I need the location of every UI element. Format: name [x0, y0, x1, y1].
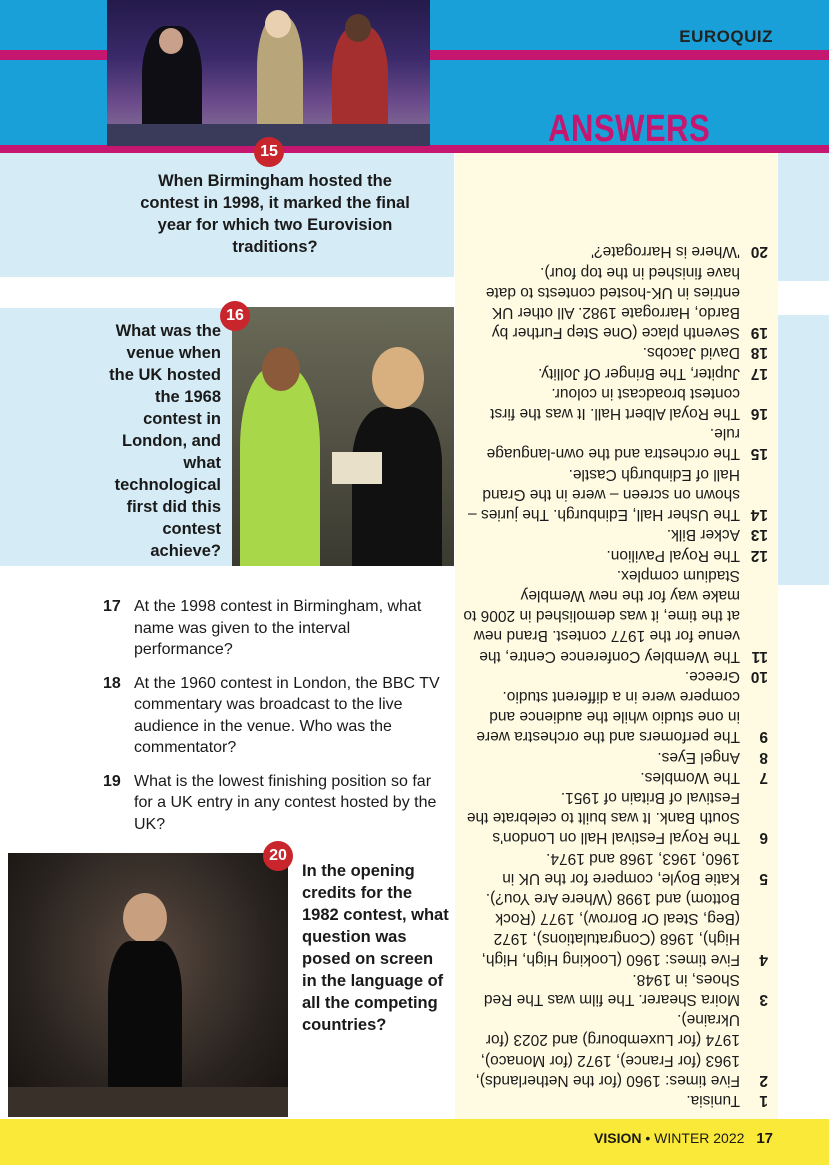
- answer-item: [462, 362, 768, 382]
- answer-item: [462, 565, 768, 666]
- answer-text: Katie Boyle, compere for the UK in 1960, 1963, 1968 and 1974.: [502, 849, 740, 887]
- answer-text: Greece.: [684, 667, 740, 685]
- answer-text: David Jacobs.: [642, 344, 740, 362]
- answer-item: [462, 666, 768, 686]
- answer-number: 4: [759, 950, 768, 968]
- answer-item: [462, 544, 768, 564]
- answer-text: The Royal Festival Hall on London's South Bank. It was built to celebrate the Festival of Britain of 1951.: [466, 788, 740, 847]
- answer-item: [462, 1090, 768, 1110]
- answer-item: [462, 969, 768, 1009]
- answer-item: [462, 847, 768, 887]
- answer-number: 2: [759, 1071, 768, 1089]
- answers-upside-down: [462, 160, 768, 1110]
- answer-item: [462, 524, 768, 544]
- question-list: [103, 596, 443, 847]
- answer-number: 16: [750, 405, 768, 423]
- answer-number: 3: [759, 990, 768, 1008]
- answer-item: [462, 888, 768, 969]
- answer-item: [462, 383, 768, 423]
- answer-item: [462, 686, 768, 747]
- answer-text: Jupiter, The Bringer Of Jollity.: [538, 364, 740, 382]
- footer-credit: [594, 1130, 773, 1147]
- section-title: EUROQUIZ: [679, 27, 773, 46]
- answer-text: Five times: 1960 (Looking High, High, High), 1968 (Congratulations), 1972 (Beg, Steal Or Borrow), 1977 (Rock Bottom) and 1998 (Where Are You?).: [481, 889, 740, 968]
- question-number-badge: 15: [254, 137, 284, 167]
- answer-text: Tunisia.: [686, 1092, 740, 1109]
- answer-number: 19: [750, 324, 768, 342]
- answer-number: 14: [750, 506, 768, 524]
- answer-number: 13: [750, 526, 768, 544]
- answer-text: The Usher Hall, Edinburgh. The juries – shown on screen – were in the Grand Hall of Edinburgh Castle.: [468, 465, 740, 524]
- answer-item: [462, 767, 768, 787]
- answers-heading: ANSWERS: [548, 108, 711, 150]
- answer-text: The perfomers and the orchestra were in one studio while the audience and compere were in a different studio.: [476, 687, 740, 746]
- question-number: 17: [103, 598, 121, 615]
- answer-text: The Wombles.: [640, 768, 740, 786]
- answer-text: The Royal Albert Hall. It was the first contest broadcast in colour.: [490, 384, 740, 423]
- answer-number: 5: [759, 869, 768, 887]
- photo-1968-presenters: [232, 307, 454, 566]
- magazine-name: VISION: [594, 1130, 642, 1146]
- answer-item: [462, 261, 768, 342]
- question-number-badge: 16: [220, 301, 250, 331]
- question-text: What is the lowest finishing position so far for a UK entry in any contest hosted by the UK?: [134, 772, 437, 833]
- question-20-text: In the opening credits for the 1982 contest, what question was posed on screen in the language of all the competing countries?: [302, 862, 449, 1034]
- answer-text: Acker Bilk.: [666, 526, 740, 544]
- answer-number: 6: [759, 829, 768, 847]
- answer-text: Moira Shearer. The film was The Red Shoes, in 1948.: [483, 970, 740, 1008]
- answer-text: 'Where is Harrogate?': [591, 243, 740, 261]
- footer-separator: •: [645, 1130, 651, 1146]
- answer-number: 11: [751, 647, 768, 665]
- answer-number: 17: [750, 364, 768, 382]
- question-text: At the 1998 contest in Birmingham, what name was given to the interval performance?: [134, 598, 422, 658]
- answer-number: 8: [759, 748, 768, 766]
- issue-label: WINTER 2022: [654, 1130, 745, 1146]
- photo-1982-presenter: [8, 853, 288, 1117]
- answer-text: Angel Eyes.: [657, 748, 740, 766]
- question-number-badge: 20: [263, 841, 293, 871]
- answer-item: [462, 423, 768, 463]
- answer-number: 20: [750, 243, 768, 261]
- question-number: 19: [103, 772, 121, 790]
- answer-text: Five times: 1960 (for the Netherlands), 1963 (for France), 1972 (for Monaco), 1974 (for Luxembourg) and 2023 (for Ukraine).: [475, 1011, 740, 1089]
- answer-item: [462, 241, 768, 261]
- answer-item: [462, 1009, 768, 1090]
- list-item: [103, 673, 443, 759]
- answer-number: 1: [759, 1092, 768, 1109]
- answer-number: 7: [759, 768, 768, 786]
- question-text: At the 1960 contest in London, the BBC TV commentary was broadcast to the live audience in the venue. Who was the commentator?: [134, 674, 440, 756]
- answer-number: 15: [750, 445, 768, 463]
- answer-text: Seventh place (One Step Further by Bardo, Harrogate 1982. All other UK entries in UK-hosted contests to date have finished in the top four).: [485, 263, 740, 342]
- answer-number: 12: [750, 546, 768, 564]
- answer-item: [462, 746, 768, 766]
- list-item: [103, 771, 443, 836]
- question-number: 18: [103, 674, 121, 692]
- answer-number: 9: [759, 728, 768, 746]
- answer-text: The Wembley Conference Centre, the venue for the 1977 contest. Brand new at the time, it was demolished in 2006 to make way for the new Wembley Stadium complex.: [463, 566, 740, 665]
- answer-text: The orchestra and the own-language rule.: [486, 425, 740, 463]
- photo-1998-hosts: [107, 0, 430, 146]
- answer-number: 10: [750, 667, 768, 685]
- answer-item: [462, 342, 768, 362]
- question-15-text: When Birmingham hosted the contest in 1998, it marked the final year for which two Eurovision traditions?: [140, 172, 410, 256]
- answer-text: The Royal Pavilion.: [606, 546, 740, 564]
- answer-item: [462, 787, 768, 848]
- page-number: 17: [756, 1130, 773, 1147]
- decor-band: [778, 153, 829, 281]
- answer-number: 18: [750, 344, 768, 362]
- answer-item: [462, 464, 768, 525]
- list-item: [103, 596, 443, 661]
- question-16-text: What was the venue when the UK hosted the 1968 contest in London, and what technological first did this contest achieve?: [109, 322, 221, 560]
- decor-band: [778, 315, 829, 585]
- answers-list: [462, 160, 768, 1110]
